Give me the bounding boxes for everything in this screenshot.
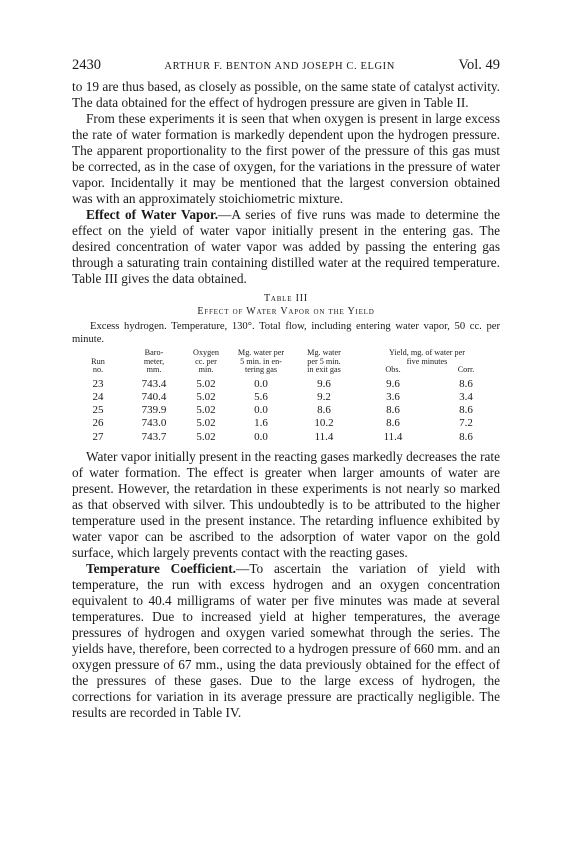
paragraph-1: to 19 are thus based, as closely as possible, on the same state of catalyst activity. The data obtained for the effect of hydrogen pressure are given in Table II. (72, 79, 500, 110)
section-heading-water-vapor: Effect of Water Vapor. (86, 207, 219, 222)
table-body (72, 378, 500, 444)
table-row (72, 417, 500, 430)
cell-barometer: 740.4 (141, 390, 167, 403)
paragraph-5 (72, 561, 500, 721)
cell-water-entering: 0.0 (254, 404, 268, 417)
table-header-row (72, 349, 500, 366)
cell-water-exit: 9.2 (317, 390, 331, 403)
table-conditions: Excess hydrogen. Temperature, 130°. Total flow, including entering water vapor, 50 cc. per minute. (72, 321, 500, 345)
running-title: ARTHUR F. BENTON AND JOSEPH C. ELGIN (164, 61, 395, 72)
table-subtitle: Effect of Water Vapor on the Yield (197, 306, 375, 317)
paragraph-3-text: —A series of five runs was made to determine the effect on the yield of water vapor initially present in the entering gas. The desired concentration of water vapor was added by passing the entering gas through a saturating train containing distilled water at the required temperature. Table III gives the data obtained. (72, 207, 500, 286)
table-row (72, 404, 500, 417)
data-table (72, 349, 500, 444)
cell-water-entering: 0.0 (254, 377, 268, 390)
cell-run: 27 (92, 430, 104, 443)
cell-oxygen: 5.02 (196, 377, 216, 390)
cell-yield-observed: 3.6 (386, 390, 400, 403)
paragraph-5-text: —To ascertain the variation of yield with temperature, the run with excess hydrogen and an oxygen concentration equivalent to 40.4 milligrams of water per five minutes was made at several temperatures. Due to increased yield at higher temperatures, the average pressures of hydrogen and oxygen varied somewhat through the series. The yields have, therefore, been corrected to a hydrogen pressure of 660 mm. and an oxygen pressure of 67 mm., using the data previously obtained for the effect of the pressures of these gases. Due to the large excess of hydrogen, the corrections for variation in its average pressure are practically negligible. The results are recorded in Table IV. (72, 560, 500, 720)
col-header-corrected: Corr. (457, 365, 475, 375)
volume-label: Vol. 49 (458, 57, 500, 73)
cell-run: 24 (92, 390, 104, 403)
cell-oxygen: 5.02 (196, 404, 216, 417)
col-header-water-exit: Mg. water per 5 min. in exit gas (307, 348, 341, 375)
cell-water-exit: 8.6 (317, 404, 331, 417)
table-row (72, 378, 500, 391)
cell-yield-observed: 8.6 (386, 417, 400, 430)
cell-water-entering: 1.6 (254, 417, 268, 430)
cell-barometer: 739.9 (141, 404, 167, 417)
cell-water-entering: 5.6 (254, 390, 268, 403)
cell-yield-corrected: 8.6 (459, 377, 473, 390)
paragraph-4: Water vapor initially present in the reacting gases markedly decreases the rate of water formation. The effect is greater when larger amounts of water are present. However, the retardation in these experiments is not nearly so marked as that observed with silver. This undoubtedly is to be attributed to the higher temperature used in the present instance. The retarding influence exhibited by water vapor can be ascribed to the adsorption of water vapor on the gold surface, which largely prevents contact with the reacting gases. (72, 448, 500, 560)
page-number: 2430 (72, 57, 101, 73)
section-heading-temperature: Temperature Coefficient. (86, 560, 237, 576)
cell-yield-observed: 8.6 (386, 404, 400, 417)
cell-yield-corrected: 8.6 (459, 404, 473, 417)
cell-water-entering: 0.0 (254, 430, 268, 443)
cell-barometer: 743.4 (141, 377, 167, 390)
cell-water-exit: 11.4 (314, 430, 334, 443)
cell-oxygen: 5.02 (196, 390, 216, 403)
col-header-water-entering: Mg. water per 5 min. in en- tering gas (237, 348, 285, 375)
col-header-yield: Yield, mg. of water per five minutes (389, 348, 465, 366)
cell-yield-observed: 9.6 (386, 377, 400, 390)
cell-run: 23 (92, 377, 104, 390)
cell-yield-observed: 11.4 (383, 430, 403, 443)
journal-page (72, 57, 500, 721)
cell-water-exit: 9.6 (317, 377, 331, 390)
cell-water-exit: 10.2 (314, 417, 334, 430)
cell-oxygen: 5.02 (196, 430, 216, 443)
col-header-barometer: Baro- meter, mm. (143, 348, 165, 375)
cell-barometer: 743.7 (141, 430, 167, 443)
cell-yield-corrected: 8.6 (459, 430, 473, 443)
cell-run: 25 (92, 404, 104, 417)
cell-yield-corrected: 3.4 (459, 390, 473, 403)
col-header-oxygen: Oxygen cc. per min. (193, 348, 219, 375)
cell-run: 26 (92, 417, 104, 430)
col-header-run: Run no. (91, 356, 105, 375)
table-row (72, 431, 500, 444)
paragraph-2: From these experiments it is seen that when oxygen is present in large excess the rate of water formation is markedly dependent upon the hydrogen pressure. The apparent proportionality to the first power of the pressure of this gas must be corrected, as in the case of oxygen, for the variations in the pressure of water vapor. Incidentally it may be mentioned that the largest conversion obtained was with an approximately stoichiometric mixture. (72, 111, 500, 206)
cell-yield-corrected: 7.2 (459, 417, 473, 430)
paragraph-3 (72, 207, 500, 287)
page-header (72, 57, 500, 79)
table-caption: Table III (263, 293, 309, 304)
col-header-observed: Obs. (385, 365, 401, 375)
cell-oxygen: 5.02 (196, 417, 216, 430)
table-row (72, 391, 500, 404)
cell-barometer: 743.0 (141, 417, 167, 430)
